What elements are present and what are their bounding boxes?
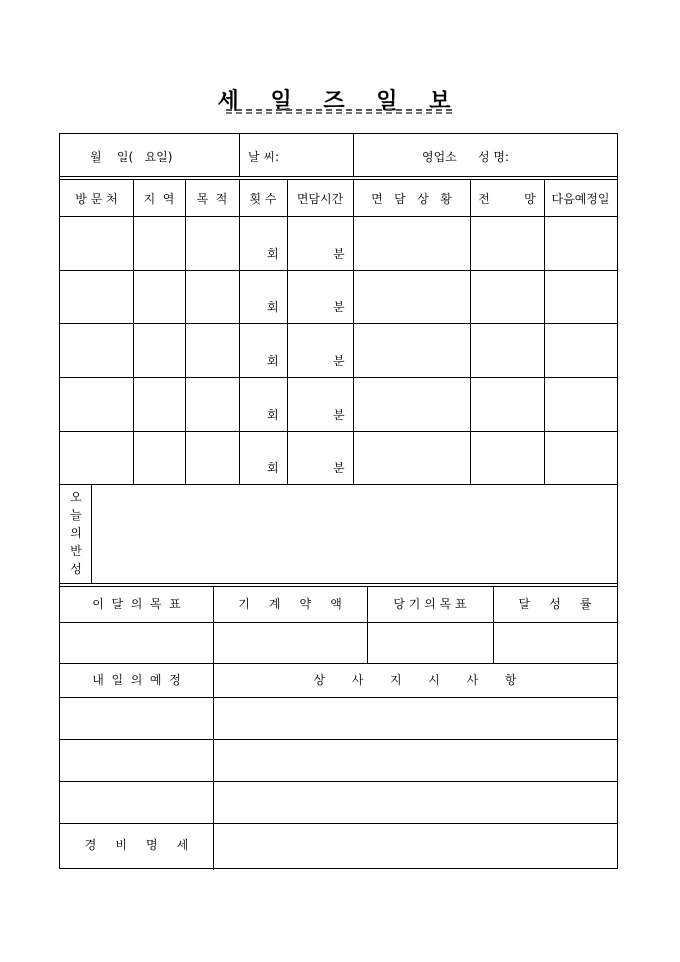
rule bbox=[60, 377, 617, 378]
divider bbox=[353, 179, 354, 485]
time-unit: 분 bbox=[333, 354, 345, 368]
divider bbox=[470, 179, 471, 485]
divider bbox=[213, 587, 214, 870]
name-label: 성 명: bbox=[478, 150, 510, 164]
divider bbox=[91, 485, 92, 584]
rule bbox=[60, 781, 617, 782]
rule bbox=[60, 823, 617, 824]
col-region: 지 역 bbox=[143, 192, 175, 206]
reflection-label: 오 늘 의 반 성 bbox=[70, 490, 82, 576]
divider bbox=[239, 179, 240, 485]
rule bbox=[60, 484, 617, 485]
divider bbox=[185, 179, 186, 485]
title-underline-2 bbox=[226, 112, 452, 114]
col-purpose: 목 적 bbox=[196, 192, 228, 206]
date-label: 월 일( 요일) bbox=[90, 150, 173, 164]
time-unit: 분 bbox=[333, 300, 345, 314]
sales-report-form bbox=[59, 133, 618, 869]
col-meeting-time: 면담시간 bbox=[296, 192, 344, 206]
count-unit: 회 bbox=[267, 408, 279, 422]
contract-amount-label: 기 계 약 액 bbox=[238, 597, 342, 611]
col-next-date: 다음예정일 bbox=[551, 192, 610, 206]
rule bbox=[60, 622, 617, 623]
expenses-label: 경 비 명 세 bbox=[84, 838, 189, 852]
time-unit: 분 bbox=[333, 408, 345, 422]
page-title: 세 일 즈 일 보 bbox=[217, 88, 463, 114]
rule bbox=[60, 739, 617, 740]
divider bbox=[133, 179, 134, 485]
office-label: 영업소 bbox=[422, 150, 457, 164]
rule bbox=[60, 431, 617, 432]
count-unit: 회 bbox=[267, 300, 279, 314]
count-unit: 회 bbox=[267, 354, 279, 368]
divider bbox=[353, 134, 354, 177]
rule bbox=[60, 216, 617, 217]
count-unit: 회 bbox=[267, 247, 279, 261]
divider bbox=[287, 179, 288, 485]
tomorrow-plan-label: 내 일 의 예 정 bbox=[92, 673, 181, 687]
col-meeting-status: 면 담 상 황 bbox=[371, 192, 452, 206]
rule bbox=[60, 179, 617, 180]
rule bbox=[60, 586, 617, 587]
month-goal-label: 이 달 의 목 표 bbox=[92, 597, 181, 611]
time-unit: 분 bbox=[333, 461, 345, 475]
col-count: 횟 수 bbox=[249, 192, 277, 206]
rule bbox=[60, 583, 617, 584]
period-goal-label: 당 기 의 목 표 bbox=[393, 597, 467, 611]
divider bbox=[544, 179, 545, 485]
rule bbox=[60, 697, 617, 698]
col-outlook: 전 망 bbox=[478, 192, 536, 206]
title-underline bbox=[226, 109, 452, 111]
rule bbox=[60, 176, 617, 177]
count-unit: 회 bbox=[267, 461, 279, 475]
rule bbox=[60, 323, 617, 324]
rule bbox=[60, 270, 617, 271]
col-visit-place: 방 문 처 bbox=[75, 192, 118, 206]
boss-instructions-label: 상 사 지 시 사 항 bbox=[313, 673, 517, 687]
rule bbox=[60, 663, 617, 664]
time-unit: 분 bbox=[333, 247, 345, 261]
achievement-rate-label: 달 성 률 bbox=[518, 597, 592, 611]
weather-label: 날 씨: bbox=[248, 150, 280, 164]
divider bbox=[239, 134, 240, 177]
